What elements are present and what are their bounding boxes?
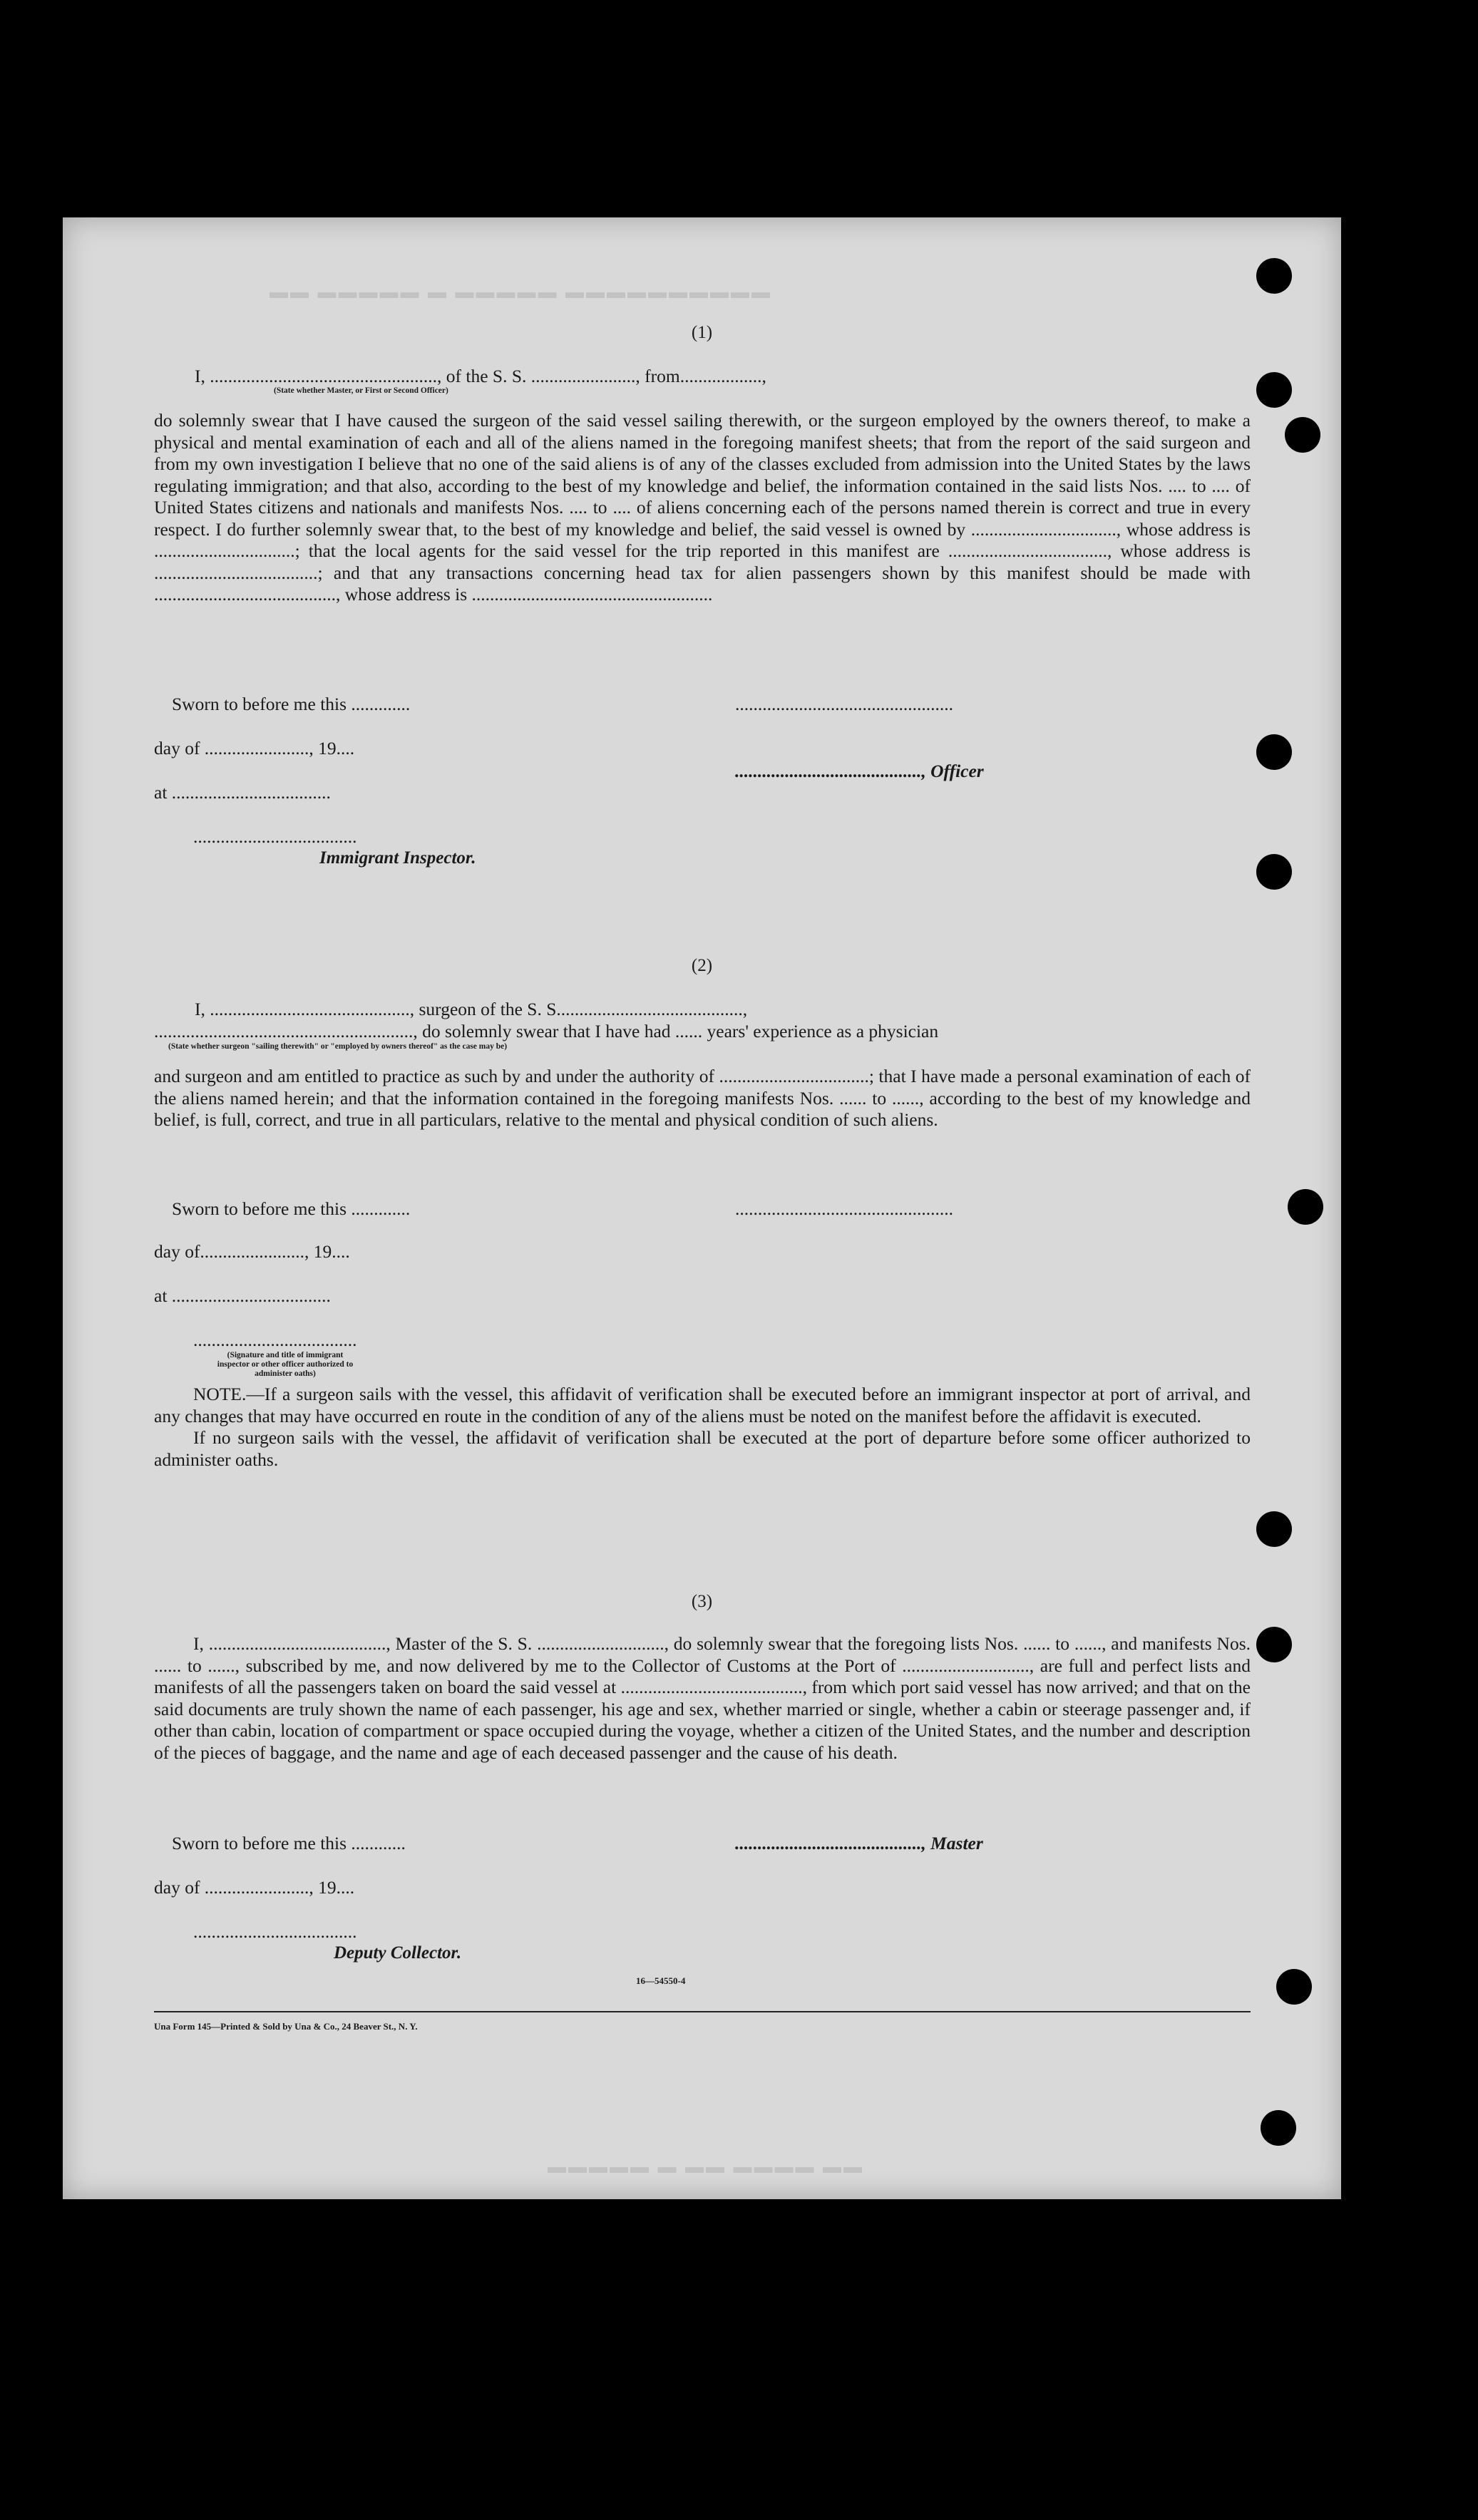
section-2-notes — [154, 1384, 1251, 1471]
footer-rule — [154, 2011, 1251, 2012]
section-1-inspector-signature-dots: .................................... — [193, 826, 357, 847]
bleed-through-heading: ▬▬ ▬▬▬▬▬ ▬ ▬▬▬▬▬ ▬▬▬▬▬▬▬▬▬▬ — [270, 282, 772, 302]
section-2-note-2: If no surgeon sails with the vessel, the affidavit of verification shall be executed at the port of departure before some officer authorized to administer oaths. — [154, 1427, 1251, 1470]
punch-hole — [1256, 734, 1292, 770]
section-2-opening-line: I, ............................................, surgeon of the S. S........................................., — [195, 999, 748, 1019]
punch-hole — [1256, 258, 1292, 294]
section-1-officer-line: ........................................., Officer — [735, 761, 984, 781]
punch-hole — [1256, 372, 1292, 408]
section-1-number: (1) — [691, 323, 713, 342]
section-2-note-1: NOTE.—If a surgeon sails with the vessel, this affidavit of verification shall be executed before an immigrant inspector at port of arrival, and any changes that may have occurred en route in the condition of any of the aliens must be noted on the manifest before the affidavit is executed. — [154, 1384, 1251, 1426]
punch-hole — [1261, 2110, 1296, 2146]
section-1-opening-note: (State whether Master, or First or Second Officer) — [274, 386, 448, 395]
section-1-sworn: Sworn to before me this ............. — [172, 694, 411, 714]
section-1-day: day of ......................., 19.... — [154, 738, 355, 758]
punch-hole — [1288, 1189, 1323, 1225]
section-1-body — [154, 410, 1251, 606]
form-page — [63, 217, 1341, 2199]
section-2-paragraph: and surgeon and am entitled to practice as such by and under the authority of .................................; that I have made a personal examination of each of the aliens named herein; and that the information contained in the foregoing manifests Nos. ...... to ......, according to the best of my knowledge and belief, is full, correct, and true in all particulars, relative to the mental and physical condition of such aliens. — [154, 1066, 1251, 1130]
section-2-signature-note: (Signature and title of immigrant inspector or other officer authorized to administer oaths) — [217, 1351, 354, 1378]
section-1-right-signature-line: ................................................ — [735, 694, 953, 714]
section-2-right-signature-line: ................................................ — [735, 1198, 953, 1219]
section-3-day: day of ......................., 19.... — [154, 1877, 355, 1898]
section-2-signature-dots: .................................... — [193, 1330, 357, 1350]
punch-hole — [1256, 1511, 1292, 1547]
section-3-deputy-collector: Deputy Collector. — [334, 1943, 462, 1963]
section-2-at: at ................................... — [154, 1285, 331, 1306]
punch-hole — [1276, 1969, 1312, 2005]
section-1-paragraph: do solemnly swear that I have caused the surgeon of the said vessel sailing therewith, or the surgeon employed by the owners thereof, to make a physical and mental examination of each and all of the aliens named in the foregoing manifest sheets; that from the report of the said surgeon and from my own investigation I believe that no one of the said aliens is of any of the classes excluded from admission into the United States by the laws regulating immigration; and that also, according to the best of my knowledge and belief, the information contained in the said lists Nos. .... to .... of United States citizens and nationals and manifests Nos. .... to .... of aliens concerning each of the persons named therein is correct and true in every respect. I do further solemnly swear that, to the best of my knowledge and belief, the said vessel is owned by ................................, whose address is ...............................; that the local agents for the said vessel for the trip reported in this manifest are ..................................., whose address is ....................................; and that any transactions concerning head tax for alien passengers shown by this manifest should be made with ........................................, whose address is ..................................................... — [154, 410, 1251, 605]
section-2-day: day of......................., 19.... — [154, 1241, 350, 1262]
section-3-collector-signature-dots: .................................... — [193, 1921, 357, 1942]
section-2-number: (2) — [691, 956, 713, 975]
section-1-at: at ................................... — [154, 782, 331, 803]
section-2-body — [154, 1066, 1251, 1131]
section-3-master-line: ........................................., Master — [735, 1833, 983, 1853]
bleed-through-footer: ▬▬▬▬▬ ▬ ▬▬ ▬▬▬▬ ▬▬ — [548, 2156, 864, 2177]
section-2-second-line: ........................................................., do solemnly swear that I have had ...... years' experience as a physician — [154, 1021, 939, 1042]
punch-hole — [1285, 417, 1320, 453]
section-1-immigrant-inspector: Immigrant Inspector. — [319, 848, 476, 868]
section-3-body — [154, 1633, 1251, 1764]
printer-footer: Una Form 145—Printed & Sold by Una & Co., 24 Beaver St., N. Y. — [154, 2021, 418, 2032]
section-3-sworn: Sworn to before me this ............ — [172, 1833, 406, 1853]
punch-hole — [1256, 854, 1292, 890]
section-3-number: (3) — [691, 1592, 713, 1611]
section-2-second-note: (State whether surgeon "sailing therewith" or "employed by owners thereof" as the case may be) — [168, 1042, 508, 1051]
form-number: 16—54550-4 — [636, 1975, 686, 1986]
section-1-opening-line: I, .................................................., of the S. S. ......................., from.................., — [195, 366, 766, 386]
section-2-sworn: Sworn to before me this ............. — [172, 1198, 411, 1219]
section-3-paragraph: I, ......................................., Master of the S. S. ............................, do solemnly swear that the foregoing lists Nos. ...... to ......, and manifests Nos. ...... to ......, subscribed by me, and now delivered by me to the Collector of Customs at the Port of ............................, are full and perfect lists and manifests of all the passengers taken on board the said vessel at ........................................, from which port said vessel has now arrived; and that on the said documents are truly shown the name of each passenger, his age and sex, whether married or single, whether a cabin or steerage passenger and, if other than cabin, location of compartment or space occupied during the voyage, whether a citizen of the United States, and the number and description of the pieces of baggage, and the name and age of each deceased passenger and the cause of his death. — [154, 1633, 1251, 1763]
punch-hole — [1256, 1627, 1292, 1662]
